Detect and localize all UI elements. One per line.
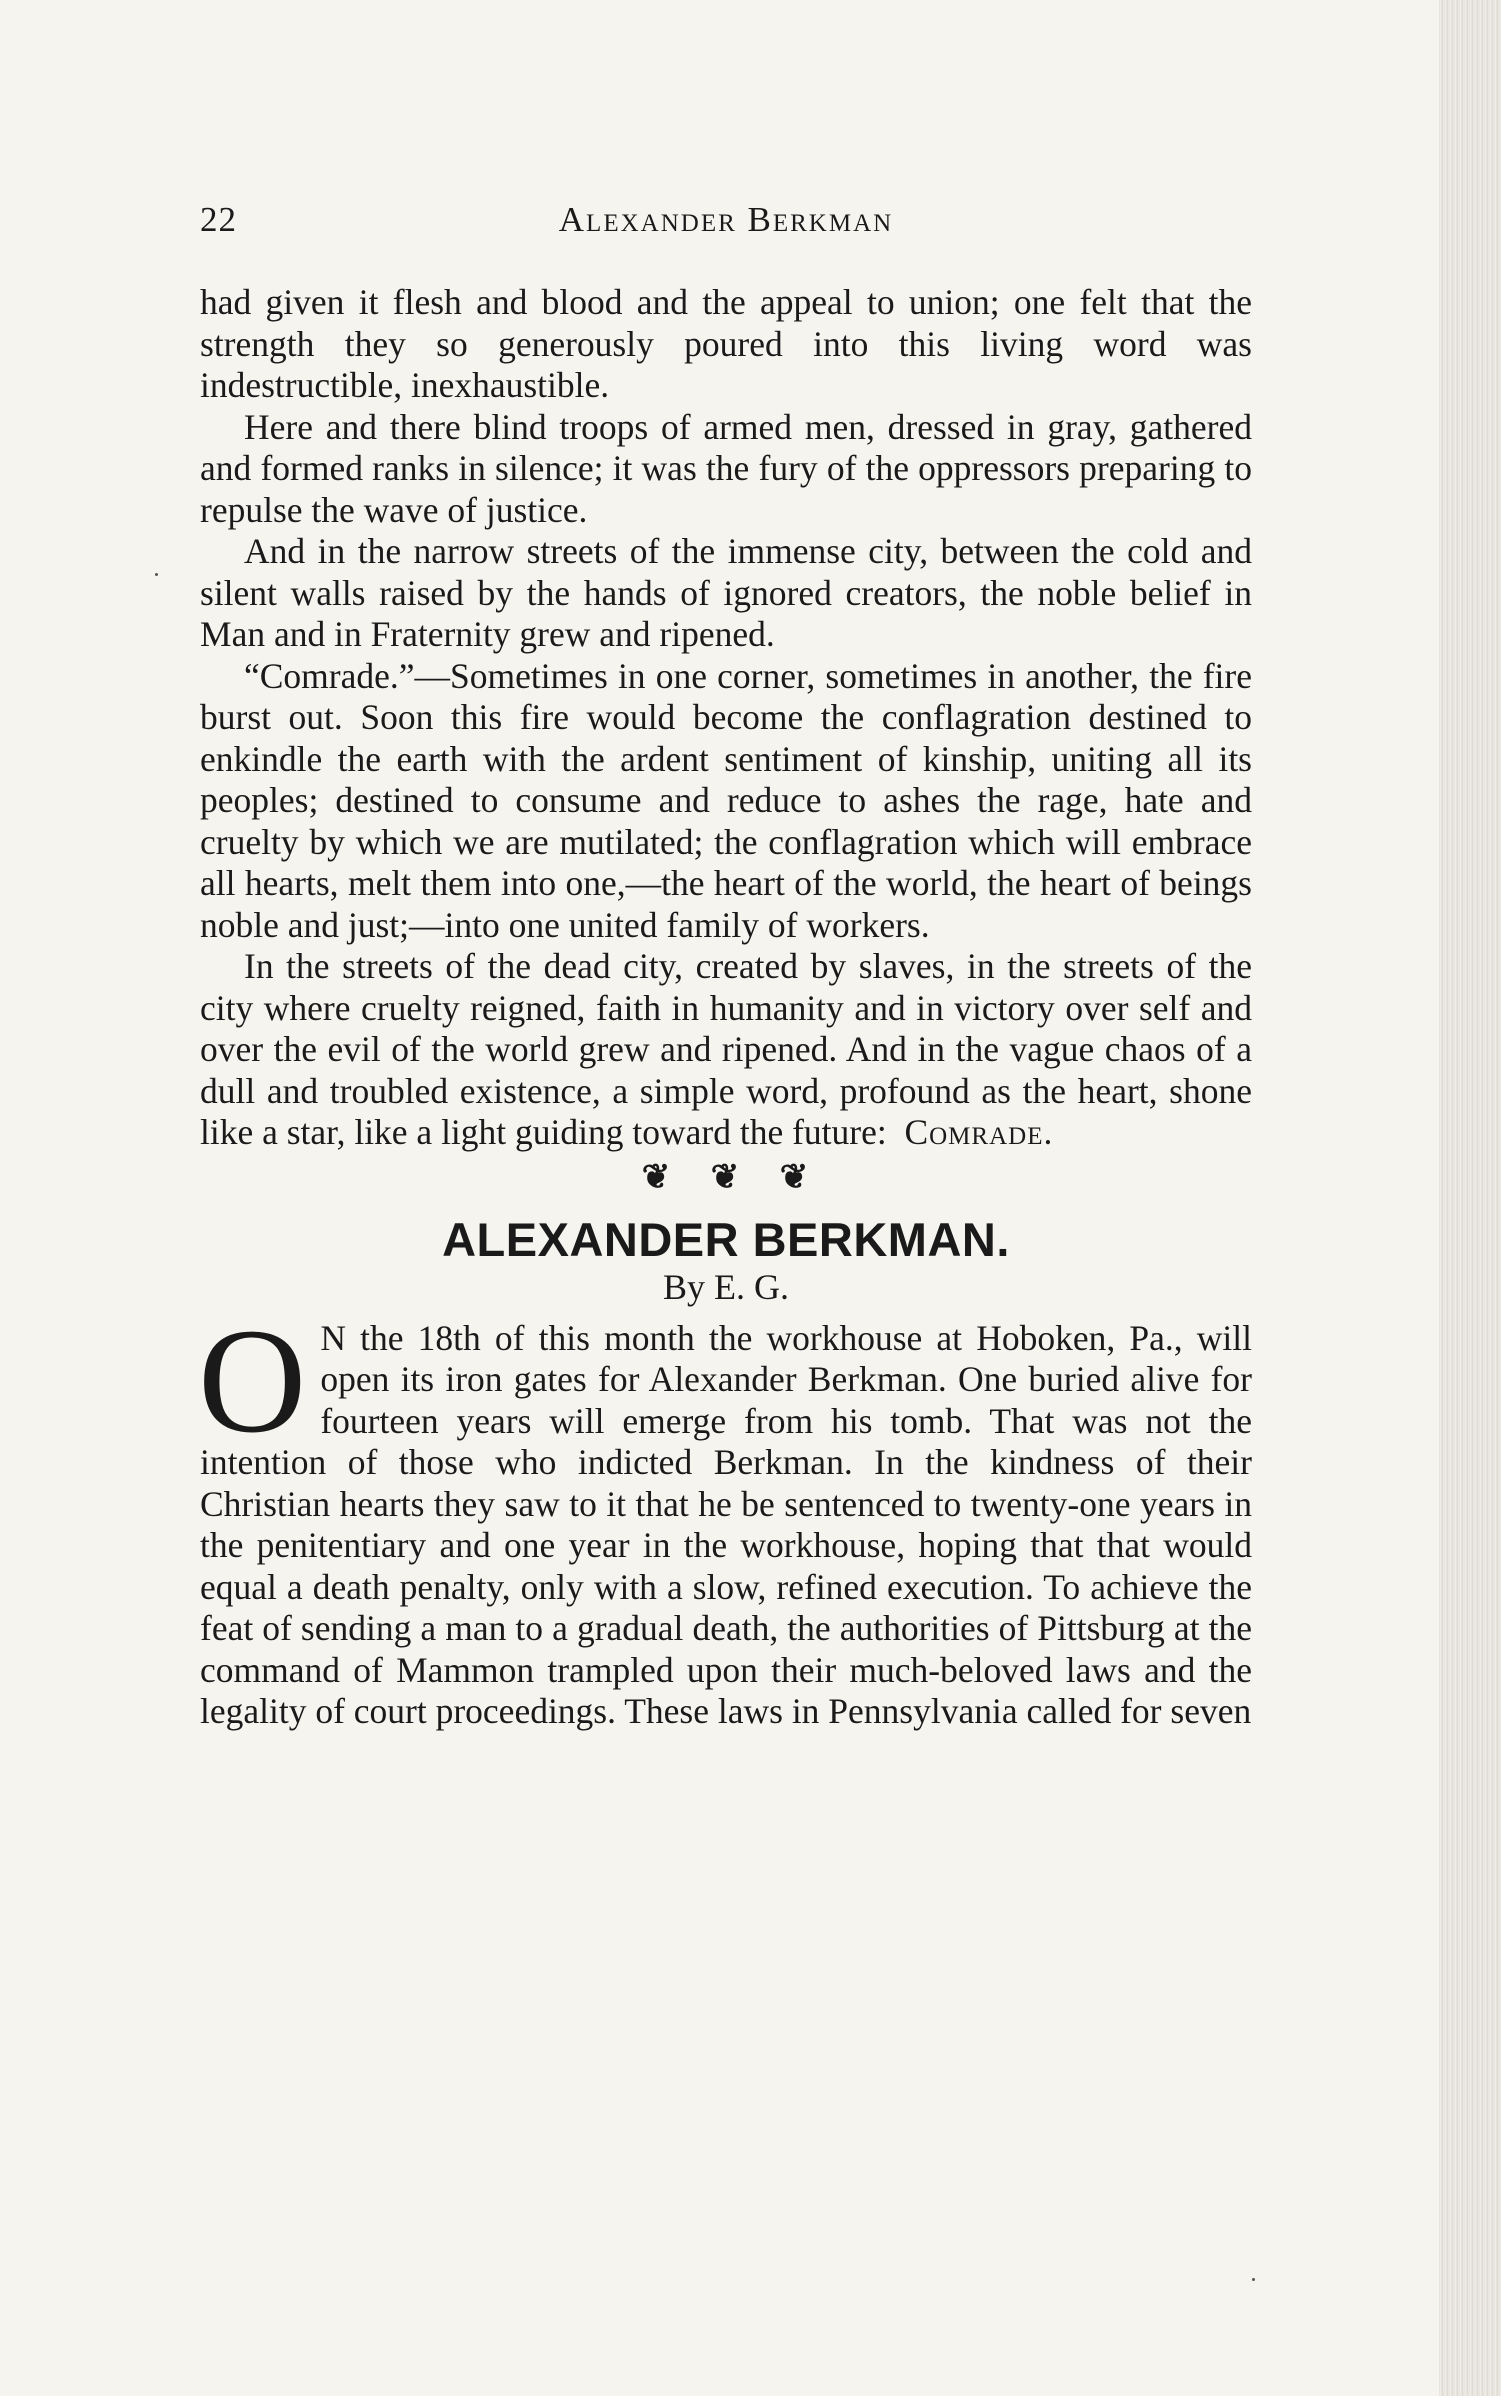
running-head [200, 200, 1252, 250]
stray-mark [155, 573, 158, 576]
text-block [200, 282, 1252, 1733]
closing-word: Comrade. [904, 1112, 1054, 1152]
paragraph-2: Here and there blind troops of armed men, dressed in gray, gathered and formed ranks in silence; it was the fury of the oppressors preparing to repulse the wave of justice. [200, 406, 1252, 530]
paragraph-4: “Comrade.”—Sometimes in one corner, sometimes in another, the fire burst out. Soon this fire would become the conflagration destined to enkindle the earth with the ardent sentiment of kinship, uniting all its peoples; destined to consume and reduce to ashes the rage, hate and cruelty by which we are mutilated; the conflagration which will embrace all hearts, melt them into one,—the heart of the world, the heart of beings noble and just;—into one united family of workers. [200, 655, 1252, 945]
running-title: Alexander Berkman [558, 200, 894, 239]
ornament-icon: ❦ [710, 1158, 742, 1196]
paragraph-5 [200, 946, 1252, 1154]
page-edge-shadow [1439, 0, 1501, 2396]
paragraph-5-text: In the streets of the dead city, created by slaves, in the streets of the city where cruelty reigned, faith in humanity and in victory over self and over the evil of the world grew and ripened. And in the vague chaos of a dull and troubled existence, a simple word, profound as the heart, shone like a star, like a light guiding toward the future: [200, 946, 1252, 1152]
page-number: 22 [200, 200, 237, 239]
article-title: ALEXANDER BERKMAN. [442, 1212, 1010, 1266]
paragraph-1: had given it flesh and blood and the appeal to union; one felt that the strength they so generously poured into this living word was indestructible, inexhaustible. [200, 282, 1252, 405]
stray-mark [1252, 2278, 1255, 2281]
ornament-icon: ❦ [779, 1158, 811, 1196]
article-body-text: the 18th of this month the workhouse at Hoboken, Pa., will open its iron gates for Alexander Berkman. One buried alive for fourteen years will emerge from his tomb. That was not the intention of those who indicted Berkman. In the kindness of their Christian hearts they saw to it that he be sentenced to twenty-one years in the penitentiary and one year in the workhouse, hoping that that would equal a death penalty, only with a slow, refined execution. To achieve the feat of sending a man to a gradual death, the authorities of Pittsburg at the command of Mammon trampled upon their much-beloved laws and the legality of court proceedings. These laws in Pennsylvania called for seven [200, 1317, 1252, 1731]
paragraph-3: And in the narrow streets of the immense city, between the cold and silent walls raised by the hands of ignored creators, the noble belief in Man and in Fraternity grew and ripened. [200, 531, 1252, 654]
ornament-icon: ❦ [641, 1158, 673, 1196]
article-body [198, 1297, 1252, 1733]
first-word-rest: N [320, 1317, 346, 1358]
drop-cap: O [198, 1297, 307, 1464]
article-byline: By E. G. [663, 1266, 789, 1307]
section-separator [200, 1158, 1252, 1198]
